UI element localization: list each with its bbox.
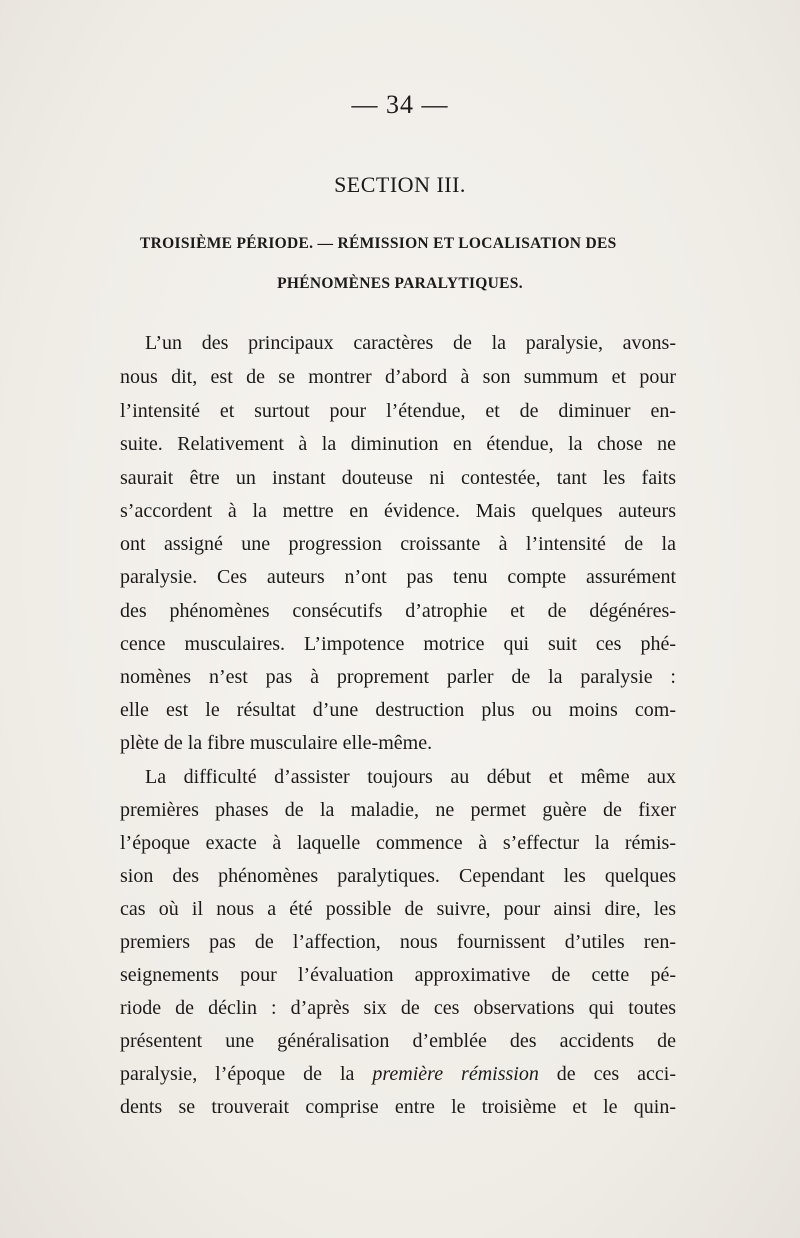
paragraph-1-line: ont assigné une progression croissante à l’intensité de la — [120, 533, 676, 555]
paragraph-2-line: sion des phénomènes paralytiques. Cependant les quelques — [120, 865, 676, 887]
line-text: de ces acci- — [538, 1063, 677, 1085]
paragraph-1-line: des phénomènes consécutifs d’atrophie et de dégénéres- — [120, 600, 676, 622]
emphasized-phrase: première rémission — [372, 1063, 539, 1085]
paragraph-2-line: premières phases de la maladie, ne permet guère de fixer — [120, 799, 676, 821]
page-number: — 34 — — [351, 90, 449, 119]
paragraph-1-line: elle est le résultat d’une destruction plus ou moins com- — [120, 699, 676, 721]
paragraph-2-line: dents se trouverait comprise entre le troisième et le quin- — [120, 1096, 676, 1118]
paragraph-1-line: nous dit, est de se montrer d’abord à son summum et pour — [120, 366, 676, 388]
paragraph-2-line: seignements pour l’évaluation approximative de cette pé- — [120, 964, 676, 986]
paragraph-1-line: suite. Relativement à la diminution en étendue, la chose ne — [120, 433, 676, 455]
paragraph-2-line: l’époque exacte à laquelle commence à s’effectur la rémis- — [120, 832, 676, 854]
line-text: paralysie, l’époque de la — [120, 1063, 373, 1085]
paragraph-2-line: présentent une généralisation d’emblée des accidents de — [120, 1030, 676, 1052]
paragraph-1-line: s’accordent à la mettre en évidence. Mais quelques auteurs — [120, 500, 676, 522]
paragraph-1-line: saurait être un instant douteuse ni contestée, tant les faits — [120, 467, 676, 489]
section-heading-line-2: PHÉNOMÈNES PARALYTIQUES. — [277, 275, 523, 292]
section-title: SECTION III. — [334, 172, 466, 197]
paragraph-1-line: plète de la fibre musculaire elle-même. — [120, 732, 433, 754]
paragraph-2-line: cas où il nous a été possible de suivre, pour ainsi dire, les — [120, 898, 676, 920]
paragraph-1-line: nomènes n’est pas à proprement parler de la paralysie : — [120, 666, 676, 688]
section-heading-line-1: TROISIÈME PÉRIODE. — RÉMISSION ET LOCALISATION DES — [140, 235, 617, 252]
paragraph-2-line: La difficulté d’assister toujours au début et même aux — [145, 766, 676, 788]
paragraph-1-line: l’intensité et surtout pour l’étendue, et de diminuer en- — [120, 400, 676, 422]
paragraph-1-line: paralysie. Ces auteurs n’ont pas tenu compte assurément — [120, 566, 676, 588]
paragraph-2-line: premiers pas de l’affection, nous fournissent d’utiles ren- — [120, 931, 676, 953]
paragraph-2-line: riode de déclin : d’après six de ces observations qui toutes — [120, 997, 676, 1019]
paragraph-1-line: cence musculaires. L’impotence motrice qui suit ces phé- — [120, 633, 676, 655]
paragraph-2-line-emphasis — [120, 1062, 676, 1086]
paragraph-1-line: L’un des principaux caractères de la paralysie, avons- — [145, 332, 676, 354]
